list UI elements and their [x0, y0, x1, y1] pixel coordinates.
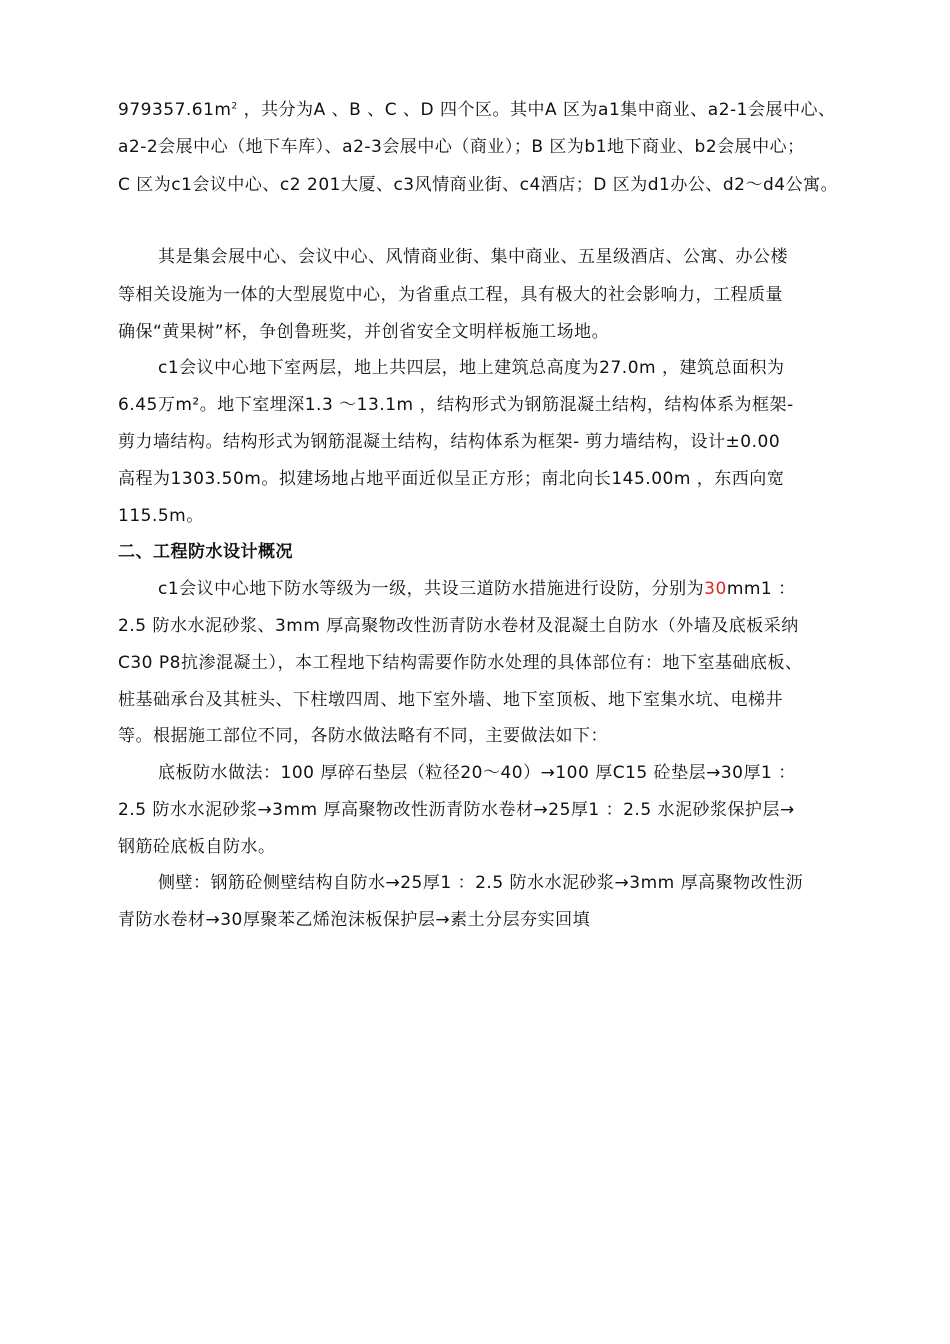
paragraph-4-line-4: 桩基础承台及其桩头、下柱墩四周、地下室外墙、地下室顶板、地下室集水坑、电梯井: [118, 690, 783, 710]
paragraph-1-line-1: [118, 98, 835, 122]
paragraph-1-line-2: a2-2会展中心（地下车库）、a2-3会展中心（商业）；B 区为b1地下商业、b2会展中心；: [118, 137, 805, 157]
paragraph-3-line-5: 115.5m。: [118, 506, 204, 526]
paragraph-5-line-2: 2.5 防水水泥砂浆→3mm 厚高聚物改性沥青防水卷材→25厚1 ：2.5 水泥砂浆保护层→: [118, 800, 795, 820]
paragraph-4-line-2: 2.5 防水水泥砂浆、3mm 厚高聚物改性沥青防水卷材及混凝土自防水（外墙及底板采纳: [118, 616, 799, 636]
paragraph-5-line-1: 底板防水做法：100 厚碎石垫层（粒径20～40）→100 厚C15 砼垫层→30厚1 ：: [158, 763, 796, 783]
paragraph-3-line-4: 高程为1303.50m。拟建场地占地平面近似呈正方形；南北向长145.00m ，东西向宽: [118, 469, 785, 489]
highlighted-value: 30: [704, 579, 727, 599]
paragraph-5-line-3: 钢筋砼底板自防水。: [118, 837, 276, 857]
paragraph-2-line-1: 其是集会展中心、会议中心、风情商业街、集中商业、五星级酒店、公寓、办公楼: [158, 247, 788, 267]
section-heading: 二、工程防水设计概况: [118, 542, 293, 562]
area-unit-superscript: 2: [231, 101, 238, 112]
area-value: 979357.61m: [118, 100, 232, 120]
paragraph-4-line-1: [158, 577, 796, 601]
paragraph-6-line-2: 青防水卷材→30厚聚苯乙烯泡沫板保护层→素土分层夯实回填: [118, 910, 591, 930]
paragraph-2-line-3: 确保“黄果树”杯，争创鲁班奖，并创省安全文明样板施工场地。: [118, 322, 610, 342]
paragraph-3-line-3: 剪力墙结构。结构形式为钢筋混凝土结构，结构体系为框架- 剪力墙结构，设计±0.00: [118, 432, 781, 452]
paragraph-4-line-5: 等。根据施工部位不同，各防水做法略有不同，主要做法如下：: [118, 726, 608, 746]
paragraph-4-line-1-suffix: mm1 ：: [726, 579, 796, 599]
paragraph-3-line-1: c1会议中心地下室两层，地上共四层，地上建筑总高度为27.0m ，建筑总面积为: [158, 358, 785, 378]
paragraph-1-line-1-text: ，共分为A 、B 、C 、D 四个区。其中A 区为a1集中商业、a2-1会展中心、: [237, 100, 836, 120]
paragraph-2-line-2: 等相关设施为一体的大型展览中心，为省重点工程，具有极大的社会影响力，工程质量: [118, 285, 783, 305]
paragraph-4-line-1-text: c1会议中心地下防水等级为一级，共设三道防水措施进行设防，分别为: [158, 579, 705, 599]
paragraph-4-line-3: C30 P8抗渗混凝土），本工程地下结构需要作防水处理的具体部位有：地下室基础底板、: [118, 653, 803, 673]
paragraph-3-line-2: 6.45万m²。地下室埋深1.3 ～13.1m ，结构形式为钢筋混凝土结构，结构体系为框架-: [118, 395, 794, 415]
paragraph-6-line-1: 侧壁：钢筋砼侧壁结构自防水→25厚1 ：2.5 防水水泥砂浆→3mm 厚高聚物改性沥: [158, 873, 804, 893]
paragraph-1-line-3: C 区为c1会议中心、c2 201大厦、c3风情商业街、c4酒店；D 区为d1办公、d2～d4公寓。: [118, 175, 839, 195]
